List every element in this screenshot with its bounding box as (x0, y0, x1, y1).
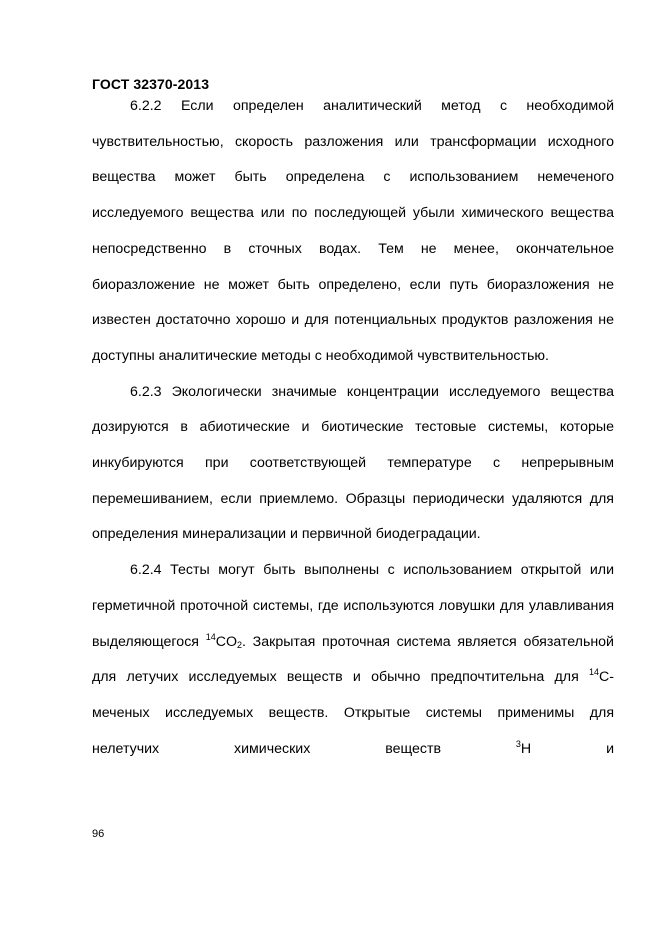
page-number: 96 (92, 828, 105, 840)
document-body (92, 89, 614, 767)
paragraph-text: С-меченых исследуемых веществ. Открытые системы применимы для нелетучих химических веществ (92, 669, 614, 757)
isotope-superscript: 14 (589, 667, 600, 678)
document-header: ГОСТ 32370-2013 (92, 76, 210, 92)
formula-subscript: 2 (236, 639, 242, 650)
paragraph-text: Н и (520, 740, 614, 757)
paragraph-6-2-3: 6.2.3 Экологически значимые концентрации исследуемого вещества дозируются в абиотические и биотические тестовые системы, которые инкубируются при соответствующей температуре с непрерывным перемешиванием, если приемлемо. Образцы периодически удаляются для определения минерализации и первичной биодеградации. (92, 383, 614, 543)
paragraph-text: 6.2.4 Тесты могут быть выполнены с использованием открытой или герметичной проточной системы, где используются ловушки для улавливания выделяющегося (92, 562, 614, 650)
chemical-formula: CO (215, 633, 237, 650)
isotope-superscript: 3 (515, 738, 521, 749)
paragraph-6-2-4 (92, 553, 614, 767)
paragraph-6-2-2: 6.2.2 Если определен аналитический метод с необходимой чувствительностью, скорость разложения или трансформации исходного вещества может быть определена с использованием немеченого исследуемого вещества или по последующей убыли химического вещества непосредственно в сточных водах. Тем не менее, окончательное биоразложение не может быть определено, если путь биоразложения не известен достаточно хорошо и для потенциальных продуктов разложения не доступны аналитические методы с необходимой чувствительностью. (92, 98, 614, 364)
isotope-superscript: 14 (205, 631, 216, 642)
paragraph-text: . Закрытая проточная система является обязательной для летучих исследуемых веществ и обычно предпочтительна для (92, 633, 614, 686)
